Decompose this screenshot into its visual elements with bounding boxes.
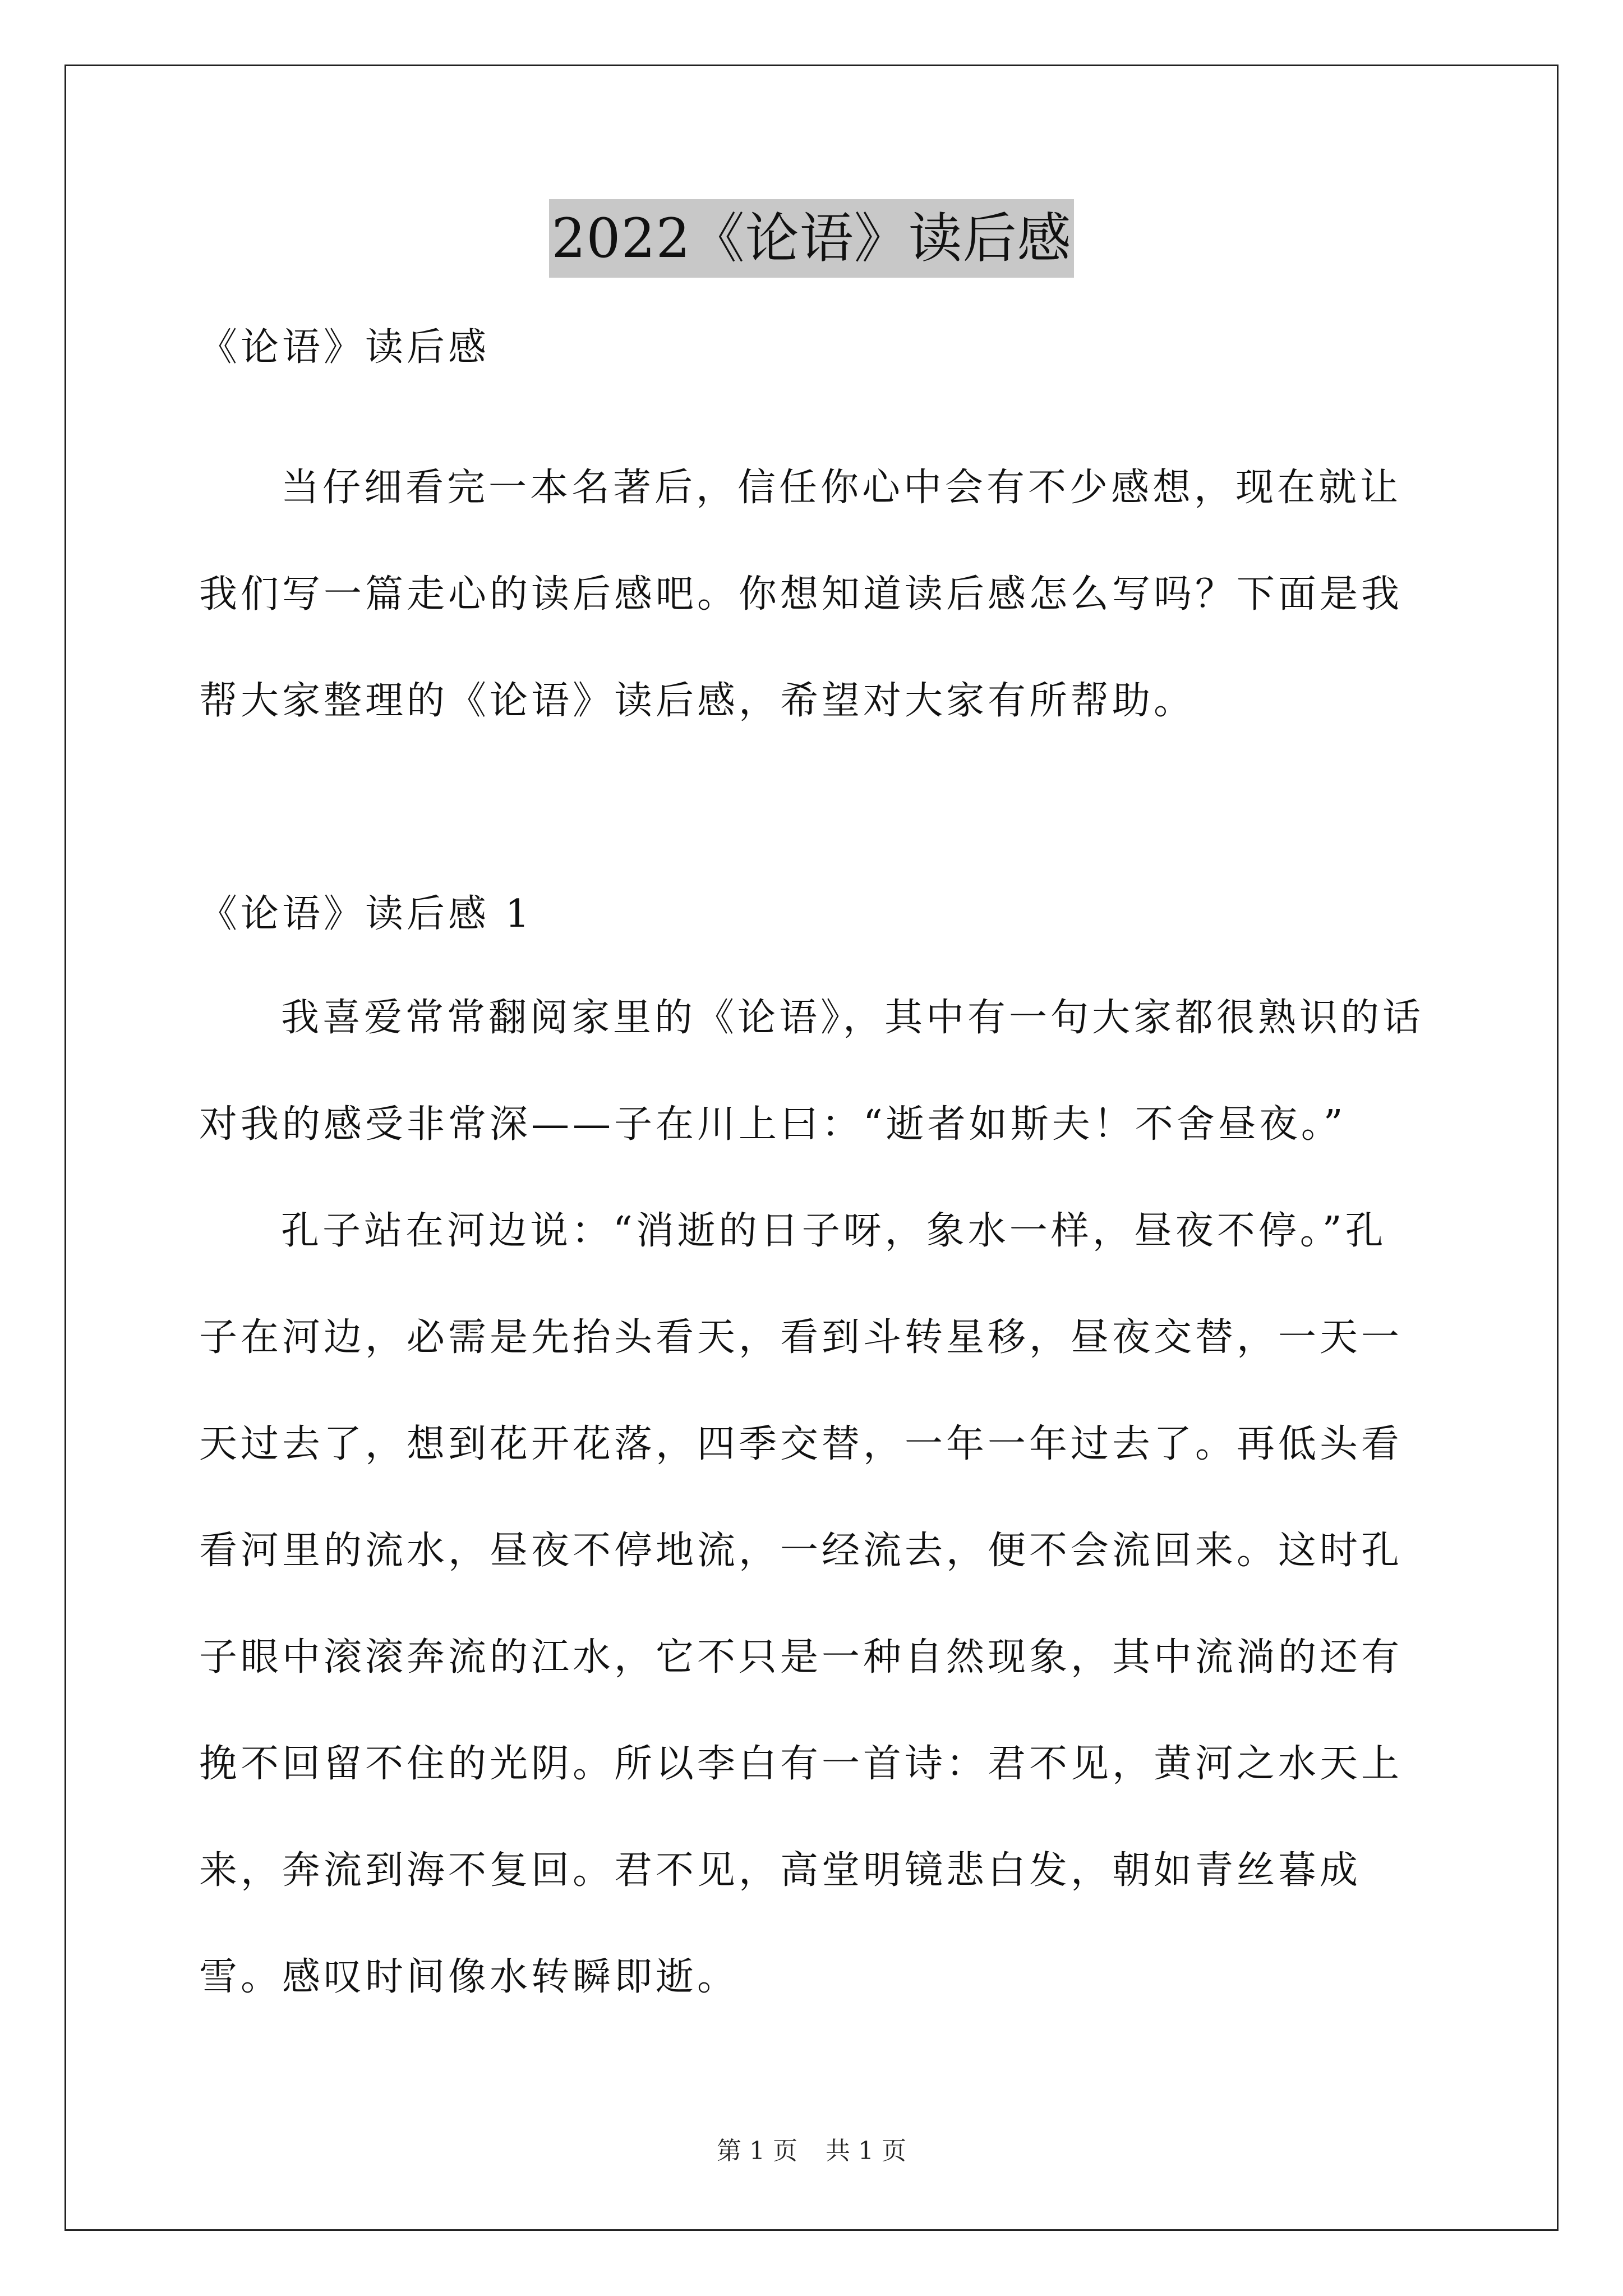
page-number: 第 1 页 [717, 2137, 797, 2165]
paragraph-1: 我喜爱常常翻阅家里的《论语》，其中有一句大家都很熟识的话对我的感受非常深——子在川上曰：“逝者如斯夫！不舍昼夜。” [199, 996, 1424, 1147]
page-total: 共 1 页 [826, 2137, 906, 2165]
page-footer [0, 2134, 1623, 2168]
section-1-body [199, 965, 1427, 2031]
title-container [0, 199, 1623, 278]
section-heading: 《论语》读后感 1 [199, 892, 533, 936]
subtitle: 《论语》读后感 [199, 325, 490, 370]
paragraph-2: 孔子站在河边说：“消逝的日子呀，象水一样，昼夜不停。”孔子在河边，必需是先抬头看天，看到斗转星移，昼夜交替，一天一天过去了，想到花开花落，四季交替，一年一年过去了。再低头看看河里的流水，昼夜不停地流，一经流去，便不会流回来。这时孔子眼中滚滚奔流的江水，它不只是一种自然现象，其中流淌的还有挽不回留不住的光阴。所以李白有一首诗：君不见，黄河之水天上来，奔流到海不复回。君不见，高堂明镜悲白发，朝如青丝暮成雪。感叹时间像水转瞬即逝。 [199, 1209, 1403, 1999]
document-title: 2022《论语》读后感 [549, 199, 1073, 278]
intro-section [199, 435, 1427, 754]
intro-paragraph: 当仔细看完一本名著后，信任你心中会有不少感想，现在就让我们写一篇走心的读后感吧。你想知道读后感怎么写吗？下面是我帮大家整理的《论语》读后感，希望对大家有所帮助。 [199, 466, 1403, 723]
